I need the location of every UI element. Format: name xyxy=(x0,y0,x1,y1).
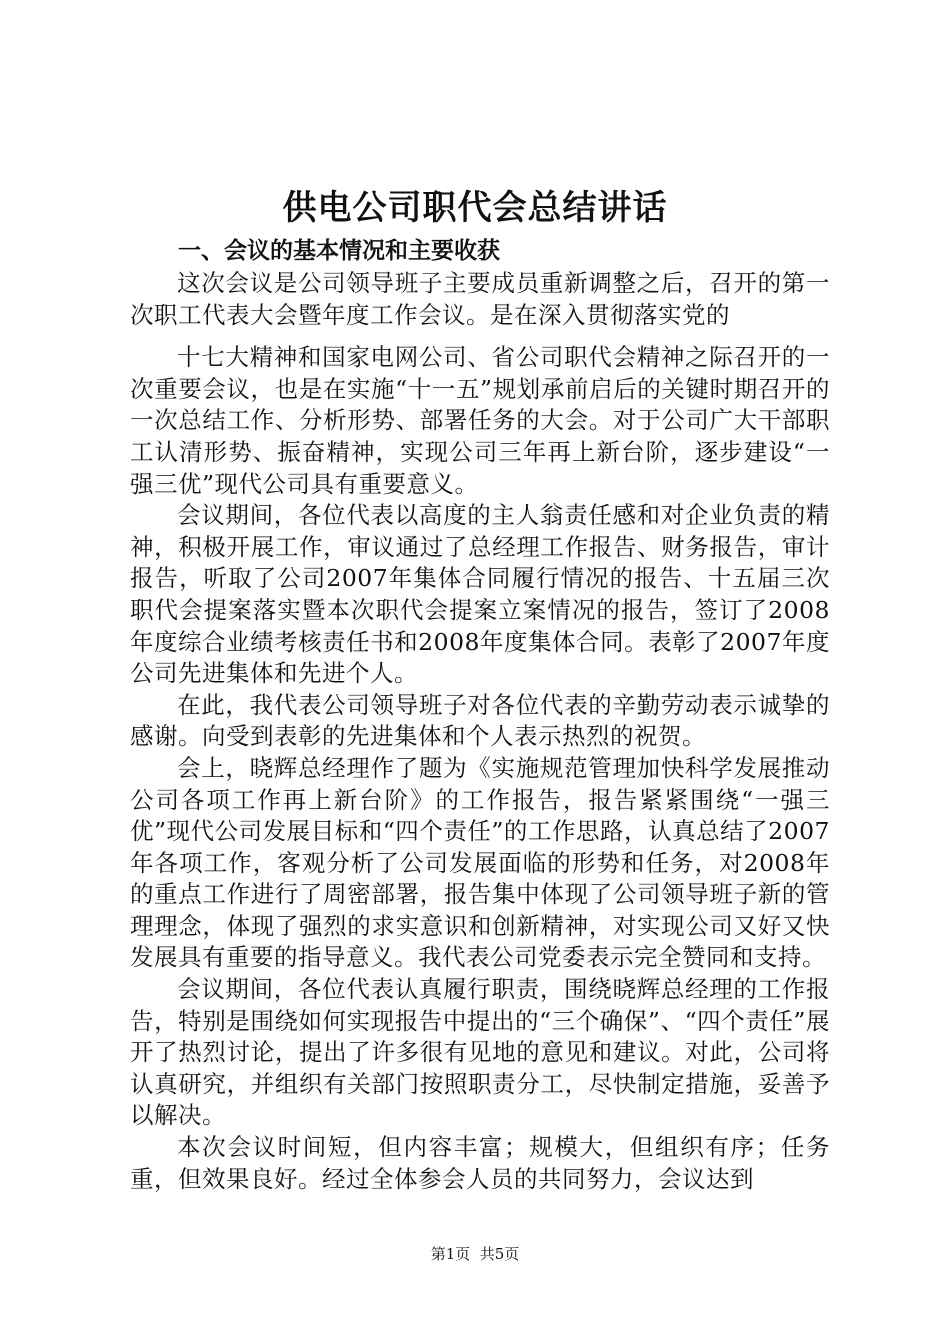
page-number-footer: 第1页 共5页 xyxy=(430,1245,520,1263)
paragraph: 会上，晓辉总经理作了题为《实施规范管理加快科学发展推动公司各项工作再上新台阶》的工作报告，报告紧紧围绕“一强三优”现代公司发展目标和“四个责任”的工作思路，认真总结了2007年各项工作，客观分析了公司发展面临的形势和任务，对2008年的重点工作进行了周密部署，报告集中体现了公司领导班子新的管理理念，体现了强烈的求实意识和创新精神，对实现公司又好又快发展具有重要的指导意义。我代表公司党委表示完全赞同和支持。 xyxy=(130,753,830,972)
section-heading: 一、会议的基本情况和主要收获 xyxy=(178,238,500,264)
paragraph: 会议期间，各位代表以高度的主人翁责任感和对企业负责的精神，积极开展工作，审议通过了总经理工作报告、财务报告，审计报告，听取了公司2007年集体合同履行情况的报告、十五届三次职代会提案落实暨本次职代会提案立案情况的报告，签订了2008年度综合业绩考核责任书和2008年度集体合同。表彰了2007年度公司先进集体和先进个人。 xyxy=(130,501,830,688)
document-title: 供电公司职代会总结讲话 xyxy=(282,188,668,228)
paragraph: 这次会议是公司领导班子主要成员重新调整之后，召开的第一次职工代表大会暨年度工作会议。是在深入贯彻落实党的 xyxy=(130,269,830,329)
paragraph: 会议期间，各位代表认真履行职责，围绕晓辉总经理的工作报告，特别是围绕如何实现报告中提出的“三个确保”、“四个责任”展开了热烈讨论，提出了许多很有见地的意见和建议。对此，公司将认真研究，并组织有关部门按照职责分工，尽快制定措施，妥善予以解决。 xyxy=(130,975,830,1130)
paragraph: 十七大精神和国家电网公司、省公司职代会精神之际召开的一次重要会议，也是在实施“十一五”规划承前启后的关键时期召开的一次总结工作、分析形势、部署任务的大会。对于公司广大干部职工认清形势、振奋精神，实现公司三年再上新台阶，逐步建设“一强三优”现代公司具有重要意义。 xyxy=(130,343,830,498)
document-body xyxy=(130,268,830,1195)
paragraph: 在此，我代表公司领导班子对各位代表的辛勤劳动表示诚挚的感谢。向受到表彰的先进集体和个人表示热烈的祝贺。 xyxy=(130,690,830,751)
paragraph: 本次会议时间短，但内容丰富；规模大，但组织有序；任务重，但效果良好。经过全体参会人员的共同努力，会议达到 xyxy=(130,1133,830,1193)
